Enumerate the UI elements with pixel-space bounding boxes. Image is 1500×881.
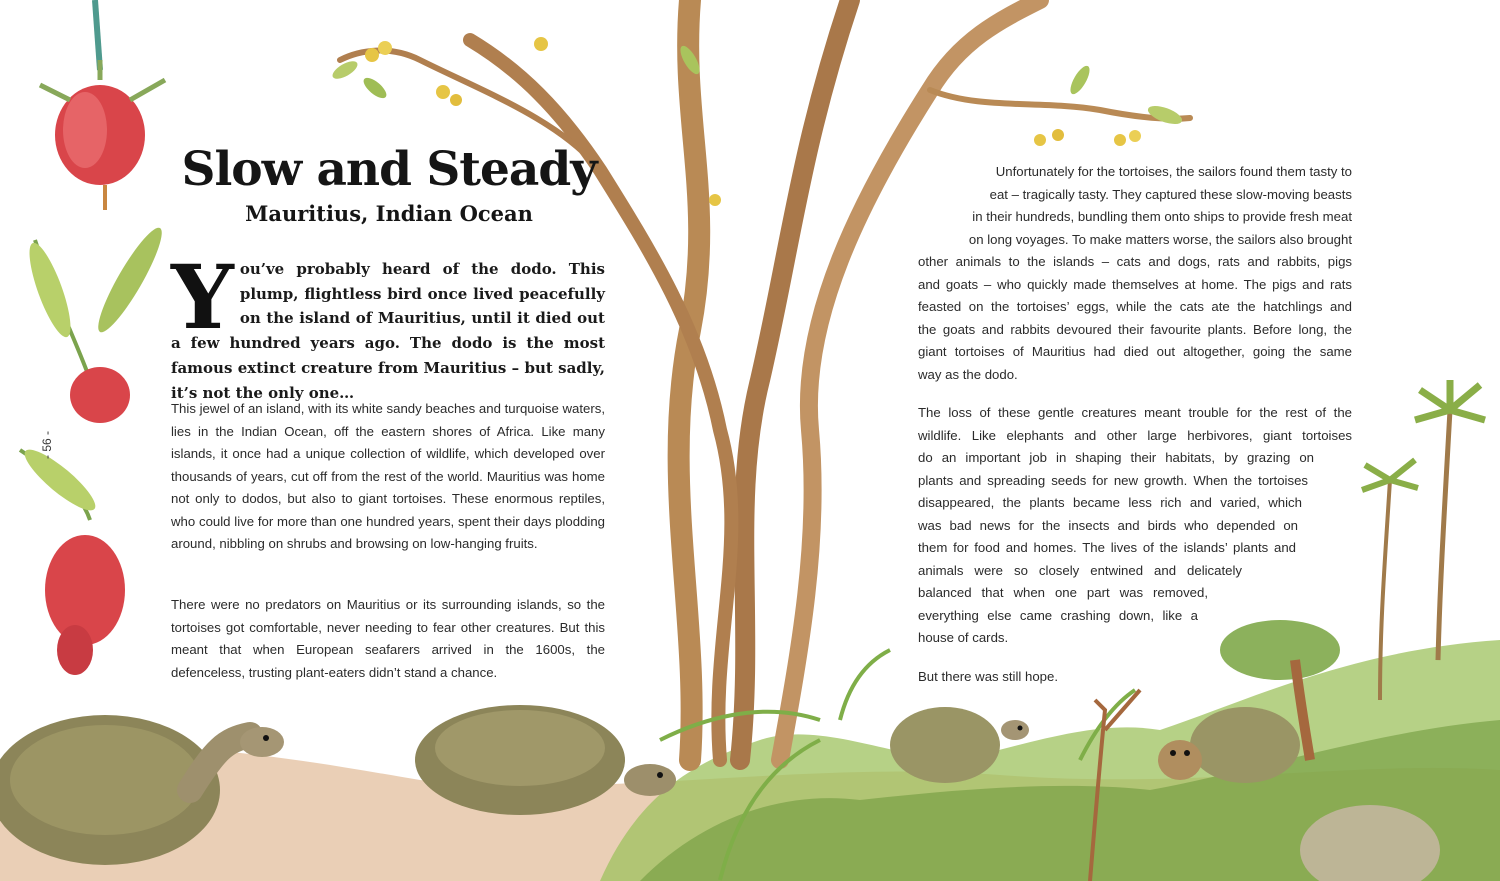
left-flowers	[18, 0, 171, 675]
text-line: plants and spreading seeds for new growth. When the tortoises	[918, 472, 1308, 488]
text-line: do an important job in shaping their habitats, by grazing on	[918, 450, 1314, 465]
text-line: house of cards.	[918, 630, 1009, 645]
page-subtitle: Mauritius, Indian Ocean	[245, 201, 533, 226]
text-line: in their hundreds, bundling them onto ships to provide fresh meat	[972, 209, 1352, 224]
text-line: eat – tragically tasty. They captured these slow-moving beasts	[989, 186, 1352, 202]
text-line: the goats and rabbits devoured their favourite plants. Before long, the	[918, 321, 1352, 337]
right-paragraph-3: But there was still hope.	[918, 669, 1059, 684]
text-line: and goats – who quickly made themselves at home. The pigs and rats	[918, 276, 1352, 292]
text-line: feasted on the tortoises’ eggs, while the cats ate the hatchlings and	[918, 299, 1352, 314]
drop-cap: Y	[171, 245, 234, 349]
text-line: disappeared, the plants became less rich and varied, which	[918, 495, 1302, 510]
right-paragraph-1	[918, 161, 1352, 386]
text-line: animals were so closely entwined and delicately	[918, 562, 1242, 578]
tortoise-far-right	[1158, 707, 1300, 783]
text-line: on long voyages. To make matters worse, the sailors also brought	[968, 231, 1352, 247]
right-paragraph-2	[918, 402, 1352, 650]
text-line: was bad news for the insects and birds who depended on	[918, 517, 1298, 533]
page-title: Slow and Steady	[181, 142, 597, 197]
text-line: Unfortunately for the tortoises, the sailors found them tasty to	[995, 164, 1352, 179]
text-line: The loss of these gentle creatures meant trouble for the rest of the	[918, 405, 1352, 420]
text-line: them for food and homes. The lives of the islands’ plants and	[918, 540, 1296, 555]
text-line: way as the dodo.	[918, 366, 1018, 382]
text-line: balanced that when one part was removed,	[918, 585, 1208, 600]
text-line: other animals to the islands – cats and dogs, rats and rabbits, pigs	[918, 254, 1352, 269]
intro-paragraph	[171, 245, 605, 405]
left-paragraph-2: There were no predators on Mauritius or its surrounding islands, so the tortoises got comfortable, never needing to fear other creatures. But this meant that when European seafarers arrived in the 1600s, the defenceless, trusting plant-eaters didn’t stand a chance.	[171, 597, 605, 680]
text-line: giant tortoises of Mauritius had died out altogether, going the same	[918, 344, 1352, 359]
page-number: - 56 -	[40, 430, 54, 459]
intro-text: ou’ve probably heard of the dodo. This plump, flightless bird once lived peacefully on the island of Mauritius, until it died out a few hundred years ago. The dodo is the most famous extinct creature from Mauritius – but sadly, it’s not the only one…	[171, 260, 605, 402]
left-paragraph-1: This jewel of an island, with its white sandy beaches and turquoise waters, lies in the Indian Ocean, off the eastern shores of Africa. Like many islands, it once had a unique collection of wildlife, which developed over thousands of years, cut off from the rest of the world. Mauritius was home not only to dodos, but also to giant tortoises. These enormous reptiles, who could live for more than one hundred years, spent their days plodding around, nibbling on shrubs and browsing on low-hanging fruits.	[171, 401, 605, 551]
text-line: wildlife. Like elephants and other large herbivores, giant tortoises	[918, 427, 1352, 443]
text-line: everything else came crashing down, like a	[918, 607, 1198, 623]
